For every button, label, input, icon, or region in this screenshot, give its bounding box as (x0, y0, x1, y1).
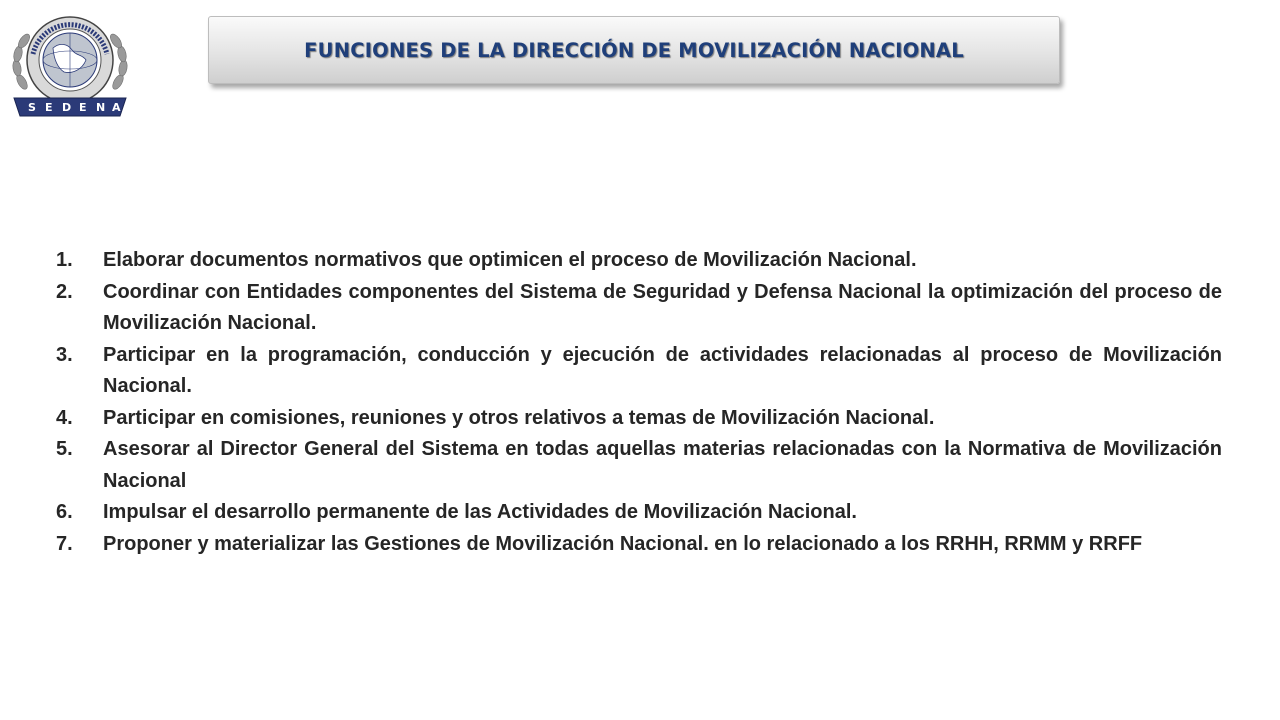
list-item-text: Proponer y materializar las Gestiones de Movilización Nacional. en lo relacionado a los RRHH, RRMM y RRFF (103, 532, 1143, 555)
list-item-number: 1. (56, 249, 73, 271)
svg-text:N: N (96, 101, 106, 114)
list-item-text: Participar en la programación, conducción y ejecución de actividades relacionadas al proceso de Movilización Nacional. (103, 343, 1222, 397)
list-item (56, 340, 1222, 403)
svg-text:S: S (28, 101, 36, 114)
list-item-text: Impulsar el desarrollo permanente de las Actividades de Movilización Nacional. (103, 501, 857, 523)
list-item-number: 2. (56, 280, 73, 303)
list-item-number: 7. (56, 532, 73, 555)
title-banner (208, 16, 1060, 84)
list-item-number: 3. (56, 343, 73, 366)
sedena-logo (8, 14, 132, 120)
svg-text:D: D (62, 101, 72, 114)
svg-text:A: A (112, 101, 121, 114)
sedena-seal-icon (8, 14, 132, 120)
list-item-text: Elaborar documentos normativos que optimicen el proceso de Movilización Nacional. (103, 249, 917, 271)
list-item (56, 529, 1222, 561)
list-item (56, 434, 1222, 497)
list-item-number: 6. (56, 501, 73, 523)
functions-list (56, 245, 1222, 560)
list-item-number: 5. (56, 438, 73, 460)
list-item (56, 403, 1222, 435)
list-item (56, 245, 1222, 277)
page-title: FUNCIONES DE LA DIRECCIÓN DE MOVILIZACIÓN NACIONAL (304, 38, 964, 62)
list-item-text: Asesorar al Director General del Sistema en todas aquellas materias relacionadas con la Normativa de Movilización Nacional (103, 438, 1222, 492)
svg-text:E: E (45, 101, 53, 114)
list-item-text: Participar en comisiones, reuniones y otros relativos a temas de Movilización Nacional. (103, 406, 935, 429)
list-item (56, 497, 1222, 529)
list-item-number: 4. (56, 406, 73, 429)
list-item (56, 277, 1222, 340)
list-item-text: Coordinar con Entidades componentes del Sistema de Seguridad y Defensa Nacional la optimización del proceso de Movilización Nacional. (103, 280, 1222, 334)
svg-text:E: E (79, 101, 87, 114)
